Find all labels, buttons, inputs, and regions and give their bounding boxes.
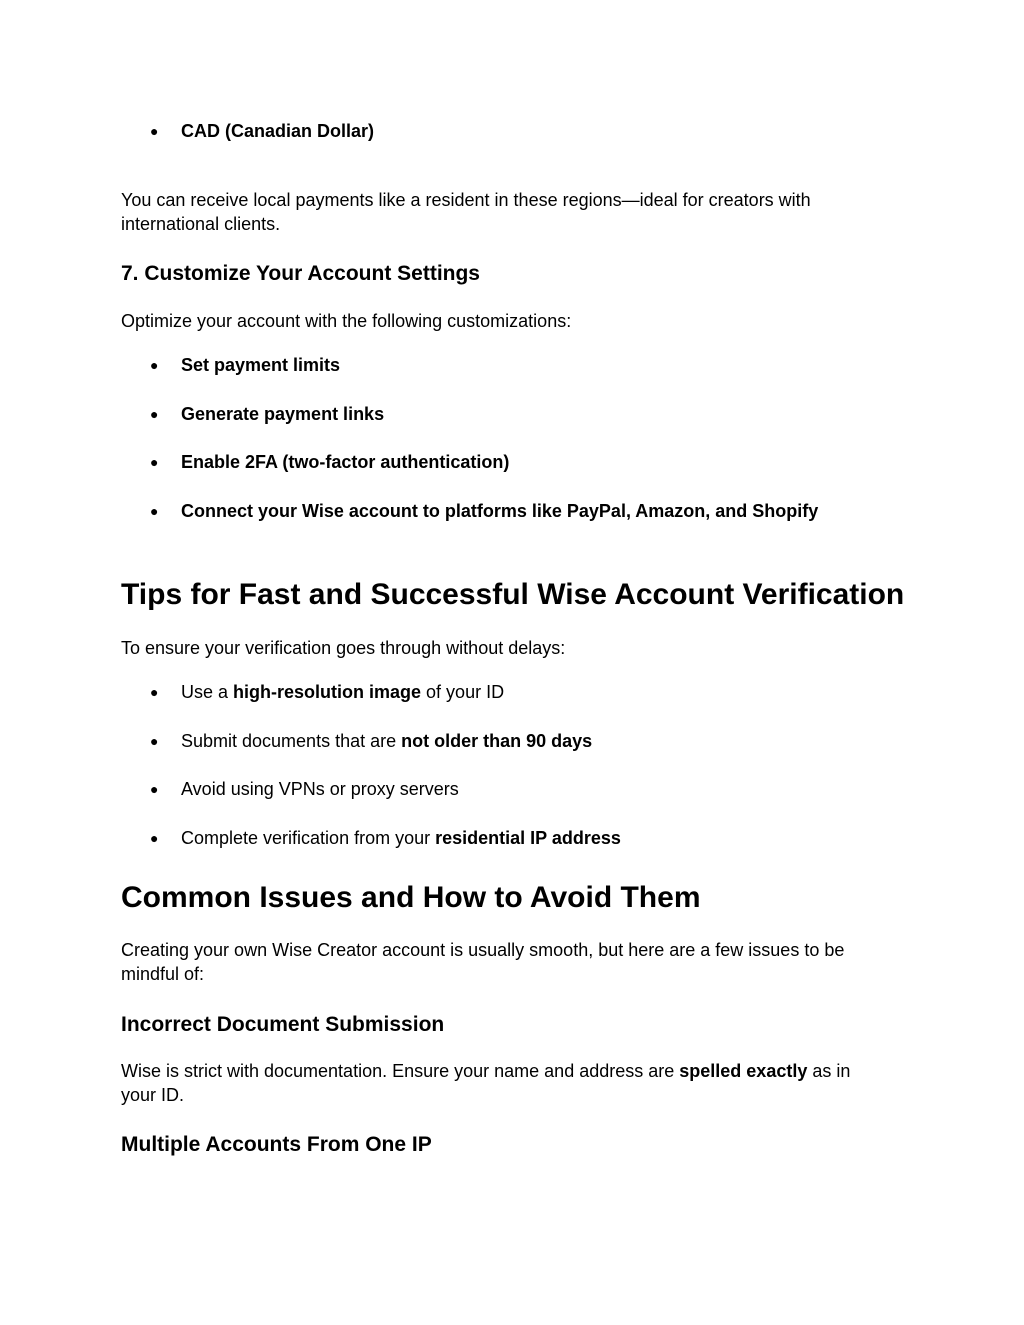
bullet-icon: ● [150, 503, 159, 519]
paragraph-issues-intro-line2: mindful of: [121, 964, 205, 984]
paragraph-incorrect-document-line1: Wise is strict with documentation. Ensure your name and address are spelled exactly as in [121, 1061, 851, 1081]
list-item [150, 729, 592, 753]
bullet-icon: ● [150, 781, 159, 797]
heading-customize-settings: 7. Customize Your Account Settings [121, 262, 480, 285]
bullet-icon: ● [150, 733, 159, 749]
list-item-text: CAD (Canadian Dollar) [181, 121, 375, 141]
list-item [150, 402, 384, 426]
list-item-currency [150, 119, 374, 143]
bullet-icon: ● [150, 454, 159, 470]
paragraph-local-payments-line1: You can receive local payments like a resident in these regions—ideal for creators with [121, 190, 811, 210]
paragraph-tips-intro: To ensure your verification goes through without delays: [121, 638, 566, 658]
list-item-text: Enable 2FA (two-factor authentication) [181, 452, 510, 472]
list-item [150, 450, 509, 474]
paragraph-local-payments-line2: international clients. [121, 214, 281, 234]
heading-tips-verification: Tips for Fast and Successful Wise Account Verification [121, 578, 905, 611]
list-item [150, 826, 621, 850]
bullet-icon: ● [150, 830, 159, 846]
bullet-icon: ● [150, 357, 159, 373]
list-item-text: Set payment limits [181, 355, 341, 375]
list-item-text: Complete verification from your residential IP address [181, 828, 621, 848]
list-item-text: Submit documents that are not older than 90 days [181, 731, 593, 751]
list-item-text: Use a high-resolution image of your ID [181, 682, 505, 702]
list-item [150, 680, 504, 704]
bullet-icon: ● [150, 123, 159, 139]
paragraph-customize-intro: Optimize your account with the following customizations: [121, 311, 572, 331]
paragraph-issues-intro-line1: Creating your own Wise Creator account is usually smooth, but here are a few issues to be [121, 940, 845, 960]
list-item-text: Connect your Wise account to platforms like PayPal, Amazon, and Shopify [181, 501, 819, 521]
heading-incorrect-document: Incorrect Document Submission [121, 1013, 445, 1036]
list-item-text: Generate payment links [181, 404, 385, 424]
heading-multiple-accounts: Multiple Accounts From One IP [121, 1133, 432, 1156]
list-item [150, 777, 459, 801]
list-item [150, 499, 818, 523]
paragraph-incorrect-document-line2: your ID. [121, 1085, 185, 1105]
bullet-icon: ● [150, 406, 159, 422]
heading-common-issues: Common Issues and How to Avoid Them [121, 881, 701, 914]
list-item [150, 353, 340, 377]
list-item-text: Avoid using VPNs or proxy servers [181, 779, 459, 799]
bullet-icon: ● [150, 684, 159, 700]
